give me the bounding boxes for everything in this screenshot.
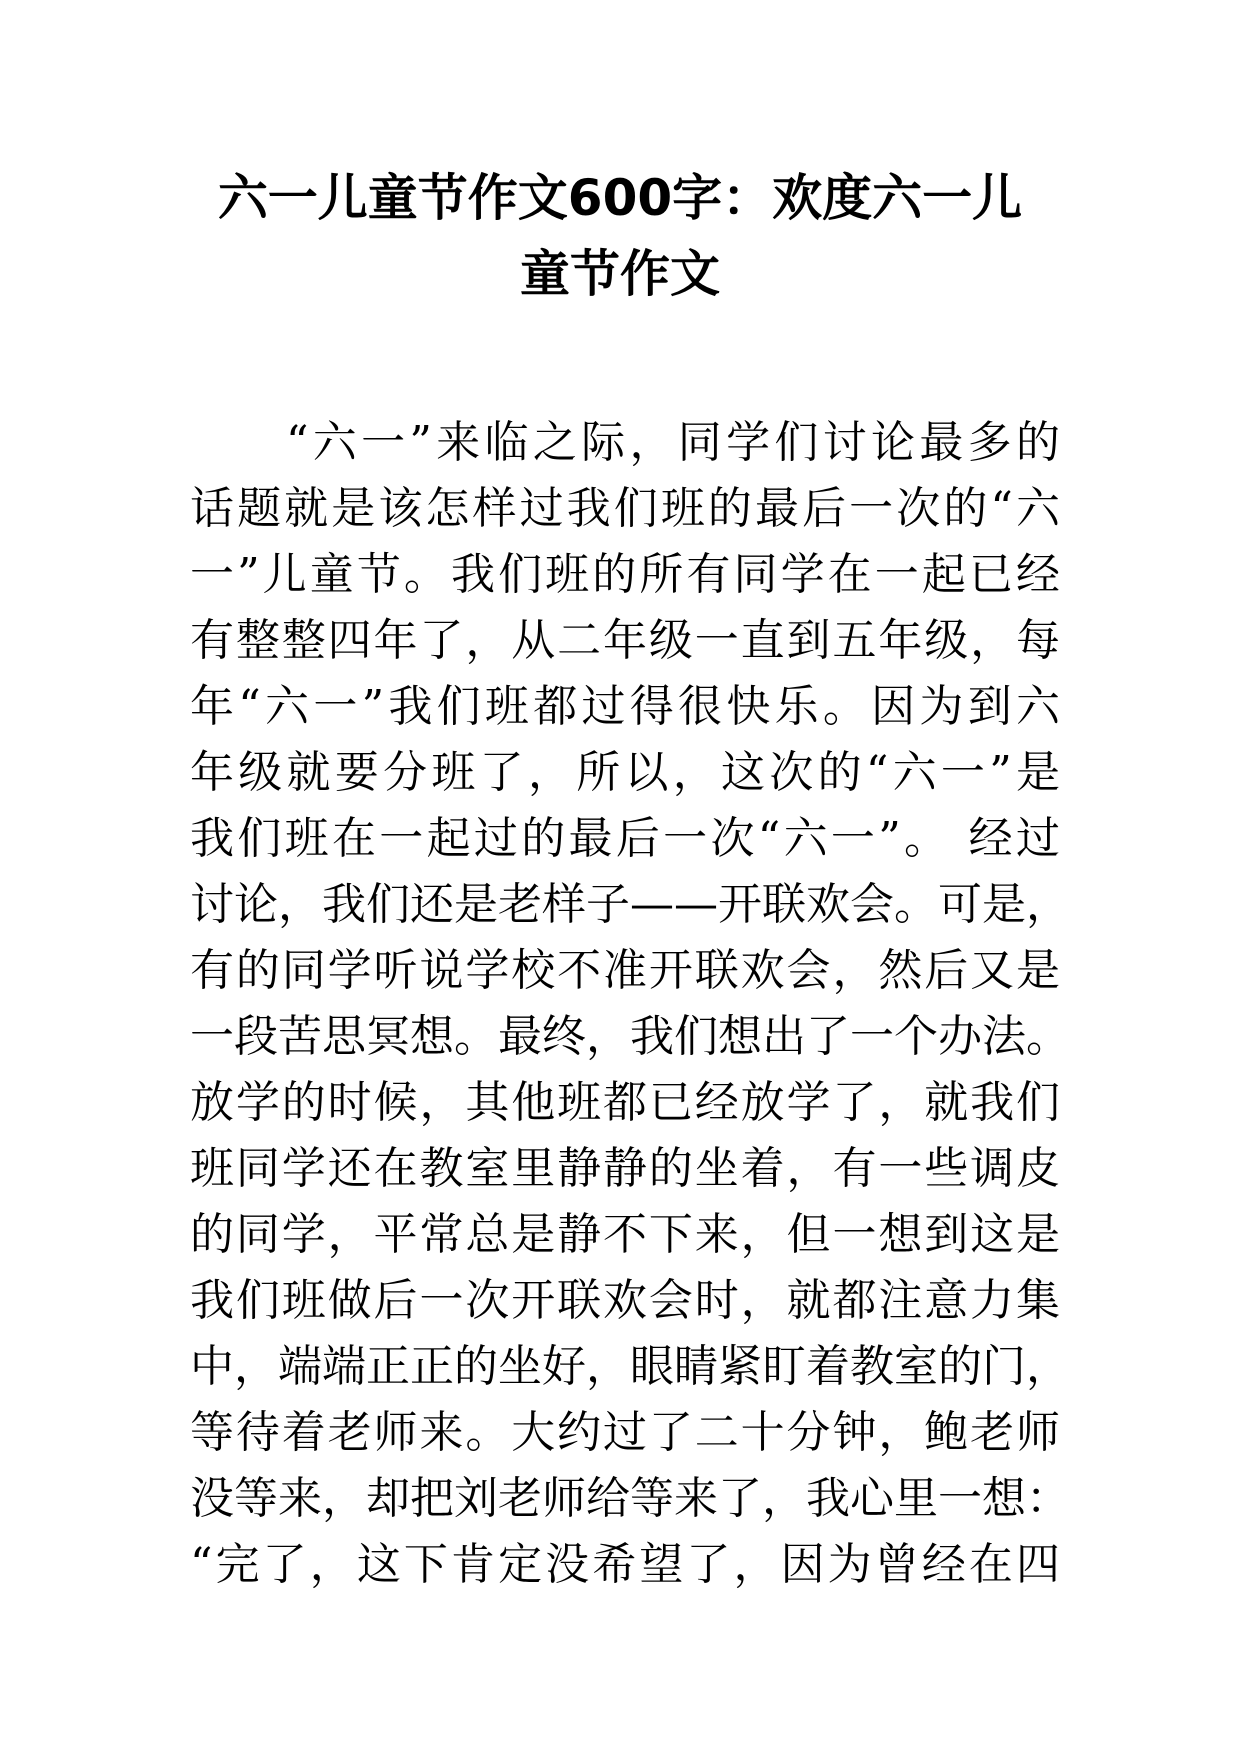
- paragraph-line: 话题就是该怎样过我们班的最后一次的“六: [190, 483, 1060, 534]
- paragraph-line: 的同学，平常总是静不下来，但一想到这是: [190, 1209, 1060, 1260]
- paragraph-line: 中，端端正正的坐好，眼睛紧盯着教室的门，: [190, 1341, 1070, 1392]
- paragraph-line: 一”儿童节。我们班的所有同学在一起已经: [190, 549, 1060, 600]
- paragraph-line: 放学的时候，其他班都已经放学了，就我们: [190, 1077, 1060, 1128]
- paragraph-line: 等待着老师来。大约过了二十分钟，鲍老师: [190, 1407, 1060, 1458]
- title-line-1: 六一儿童节作文600字：欢度六一儿: [217, 169, 1023, 227]
- paragraph-line: 有的同学听说学校不准开联欢会，然后又是: [190, 945, 1060, 996]
- paragraph-line: “六一”来临之际，同学们讨论最多的: [286, 417, 1060, 468]
- paragraph-line: 班同学还在教室里静静的坐着，有一些调皮: [190, 1143, 1060, 1194]
- paragraph-line: 年“六一”我们班都过得很快乐。因为到六: [190, 681, 1060, 732]
- paragraph-line: 有整整四年了，从二年级一直到五年级，每: [190, 615, 1060, 666]
- paragraph-line: 我们班在一起过的最后一次“六一”。 经过: [190, 813, 1060, 864]
- paragraph-line: 我们班做后一次开联欢会时，就都注意力集: [190, 1275, 1060, 1326]
- title-line-2: 童节作文: [520, 245, 720, 303]
- paragraph-line: 没等来，却把刘老师给等来了，我心里一想：: [190, 1473, 1070, 1524]
- document-title: [180, 160, 1060, 312]
- body-paragraph: [190, 410, 1070, 1598]
- paragraph-line: 一段苦思冥想。最终，我们想出了一个办法。: [190, 1011, 1070, 1062]
- paragraph-line: 年级就要分班了，所以，这次的“六一”是: [190, 747, 1060, 798]
- paragraph-line: 讨论，我们还是老样子——开联欢会。可是，: [190, 879, 1070, 930]
- paragraph-line: “完了，这下肯定没希望了，因为曾经在四: [190, 1539, 1060, 1590]
